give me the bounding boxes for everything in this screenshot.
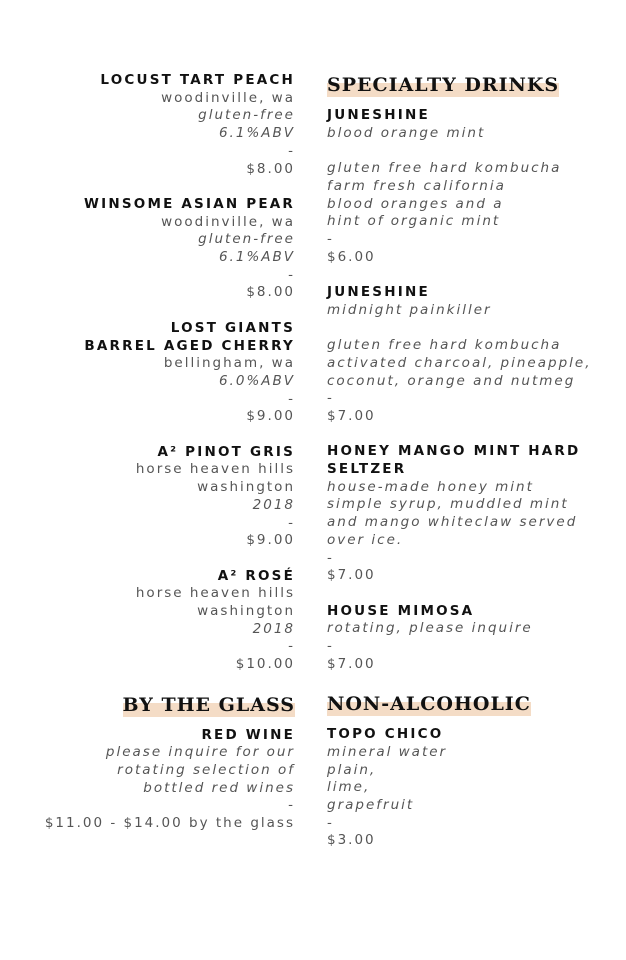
spacer — [5, 426, 295, 444]
item-dash: - — [288, 638, 295, 655]
item-detail: horse heaven hills — [135, 585, 295, 602]
item-name: SELTZER — [327, 461, 407, 477]
item-detail: lime, — [327, 779, 371, 796]
item-dash: - — [327, 549, 334, 566]
item-detail: gluten-free — [198, 231, 295, 248]
item-detail: gluten-free — [198, 107, 295, 124]
spacer — [327, 142, 617, 160]
by-the-glass-header — [5, 693, 295, 717]
item-name: A² ROSÉ — [217, 567, 295, 584]
item-detail: please inquire for our — [105, 744, 295, 761]
item-dash: - — [288, 390, 295, 407]
item-name: LOST GIANTS — [170, 319, 295, 336]
item-dash: - — [327, 638, 334, 655]
item-price: $8.00 — [246, 284, 295, 301]
item-price: $7.00 — [327, 567, 376, 584]
item-name: HONEY MANGO MINT HARD — [327, 443, 581, 460]
item-name: WINSOME ASIAN PEAR — [84, 195, 295, 212]
spacer — [327, 426, 617, 444]
drink-item — [327, 284, 617, 426]
item-description: farm fresh california — [327, 177, 506, 194]
item-price: $7.00 — [327, 407, 376, 424]
item-name: JUNESHINE — [327, 284, 430, 300]
item-price: $11.00 - $14.00 by the glass — [44, 815, 295, 832]
item-price: $7.00 — [327, 655, 376, 672]
item-price: $8.00 — [246, 160, 295, 177]
item-description: activated charcoal, pineapple, — [327, 354, 592, 371]
item-name: BARREL AGED CHERRY — [84, 337, 295, 354]
drink-item — [327, 443, 617, 585]
item-subtitle: rotating, please inquire — [327, 620, 533, 637]
spacer — [327, 585, 617, 603]
nonalc-item — [327, 726, 617, 850]
spacer — [5, 550, 295, 568]
item-name: JUNESHINE — [327, 107, 430, 123]
item-detail: mineral water — [327, 743, 448, 760]
item-dash: - — [327, 814, 334, 831]
item-price: $3.00 — [327, 832, 376, 849]
item-detail: washington — [197, 479, 295, 496]
item-detail: washington — [197, 603, 295, 620]
spacer — [5, 178, 295, 196]
specialty-drinks-header-text: SPECIALTY DRINKS — [327, 74, 560, 96]
item-detail: bottled red wines — [143, 779, 295, 796]
item-detail: grapefruit — [327, 796, 415, 813]
item-dash: - — [327, 390, 334, 407]
spacer — [5, 674, 295, 692]
item-price: $10.00 — [235, 656, 295, 673]
item-subtitle: blood orange mint — [327, 124, 486, 141]
item-price: $9.00 — [246, 408, 295, 425]
item-detail: woodinville, wa — [161, 213, 295, 230]
item-detail: 6.0%ABV — [218, 372, 295, 389]
item-detail: 2018 — [252, 496, 295, 513]
beer-item — [5, 72, 295, 178]
item-description: gluten free hard kombucha — [327, 160, 562, 177]
item-description: hint of organic mint — [327, 213, 501, 230]
beer-item — [5, 320, 295, 426]
item-price: $9.00 — [246, 532, 295, 549]
spacer — [327, 673, 617, 691]
item-name: RED WINE — [201, 726, 295, 743]
item-detail: rotating selection of — [117, 761, 295, 778]
beer-item — [5, 444, 295, 550]
item-detail: 6.1%ABV — [218, 125, 295, 142]
non-alcoholic-header — [327, 692, 617, 716]
item-subtitle: over ice. — [327, 531, 404, 548]
item-subtitle: midnight painkiller — [327, 301, 492, 318]
item-detail: woodinville, wa — [161, 89, 295, 106]
non-alcoholic-header-text: NON-ALCOHOLIC — [327, 693, 531, 716]
item-subtitle: simple syrup, muddled mint — [327, 496, 569, 513]
beer-item — [5, 196, 295, 302]
item-name: TOPO CHICO — [327, 726, 444, 743]
item-description: blood oranges and a — [327, 195, 504, 212]
item-detail: plain, — [327, 761, 377, 778]
item-dash: - — [288, 514, 295, 531]
item-dash: - — [327, 230, 334, 247]
specialty-drinks-header — [327, 73, 617, 97]
item-detail: horse heaven hills — [135, 461, 295, 478]
by-the-glass-header-text: BY THE GLASS — [122, 693, 295, 716]
item-name: LOCUST TART PEACH — [100, 72, 295, 88]
item-name: A² PINOT GRIS — [157, 443, 295, 460]
item-subtitle: and mango whiteclaw served — [327, 514, 578, 531]
item-name: HOUSE MIMOSA — [327, 602, 475, 619]
left-column — [5, 72, 295, 833]
beer-item — [5, 568, 295, 674]
drink-item — [327, 603, 617, 674]
item-detail: 2018 — [252, 620, 295, 637]
item-description: coconut, orange and nutmeg — [327, 372, 576, 389]
spacer — [327, 266, 617, 284]
item-detail: 6.1%ABV — [218, 249, 295, 266]
item-price: $6.00 — [327, 248, 376, 265]
item-dash: - — [288, 266, 295, 283]
item-subtitle: house-made honey mint — [327, 478, 534, 495]
item-detail: bellingham, wa — [163, 355, 295, 372]
item-dash: - — [288, 142, 295, 159]
drink-item — [327, 107, 617, 266]
wine-item — [5, 727, 295, 833]
spacer — [327, 319, 617, 337]
item-description: gluten free hard kombucha — [327, 337, 562, 354]
item-dash: - — [288, 797, 295, 814]
right-column — [327, 72, 617, 850]
spacer — [5, 302, 295, 320]
